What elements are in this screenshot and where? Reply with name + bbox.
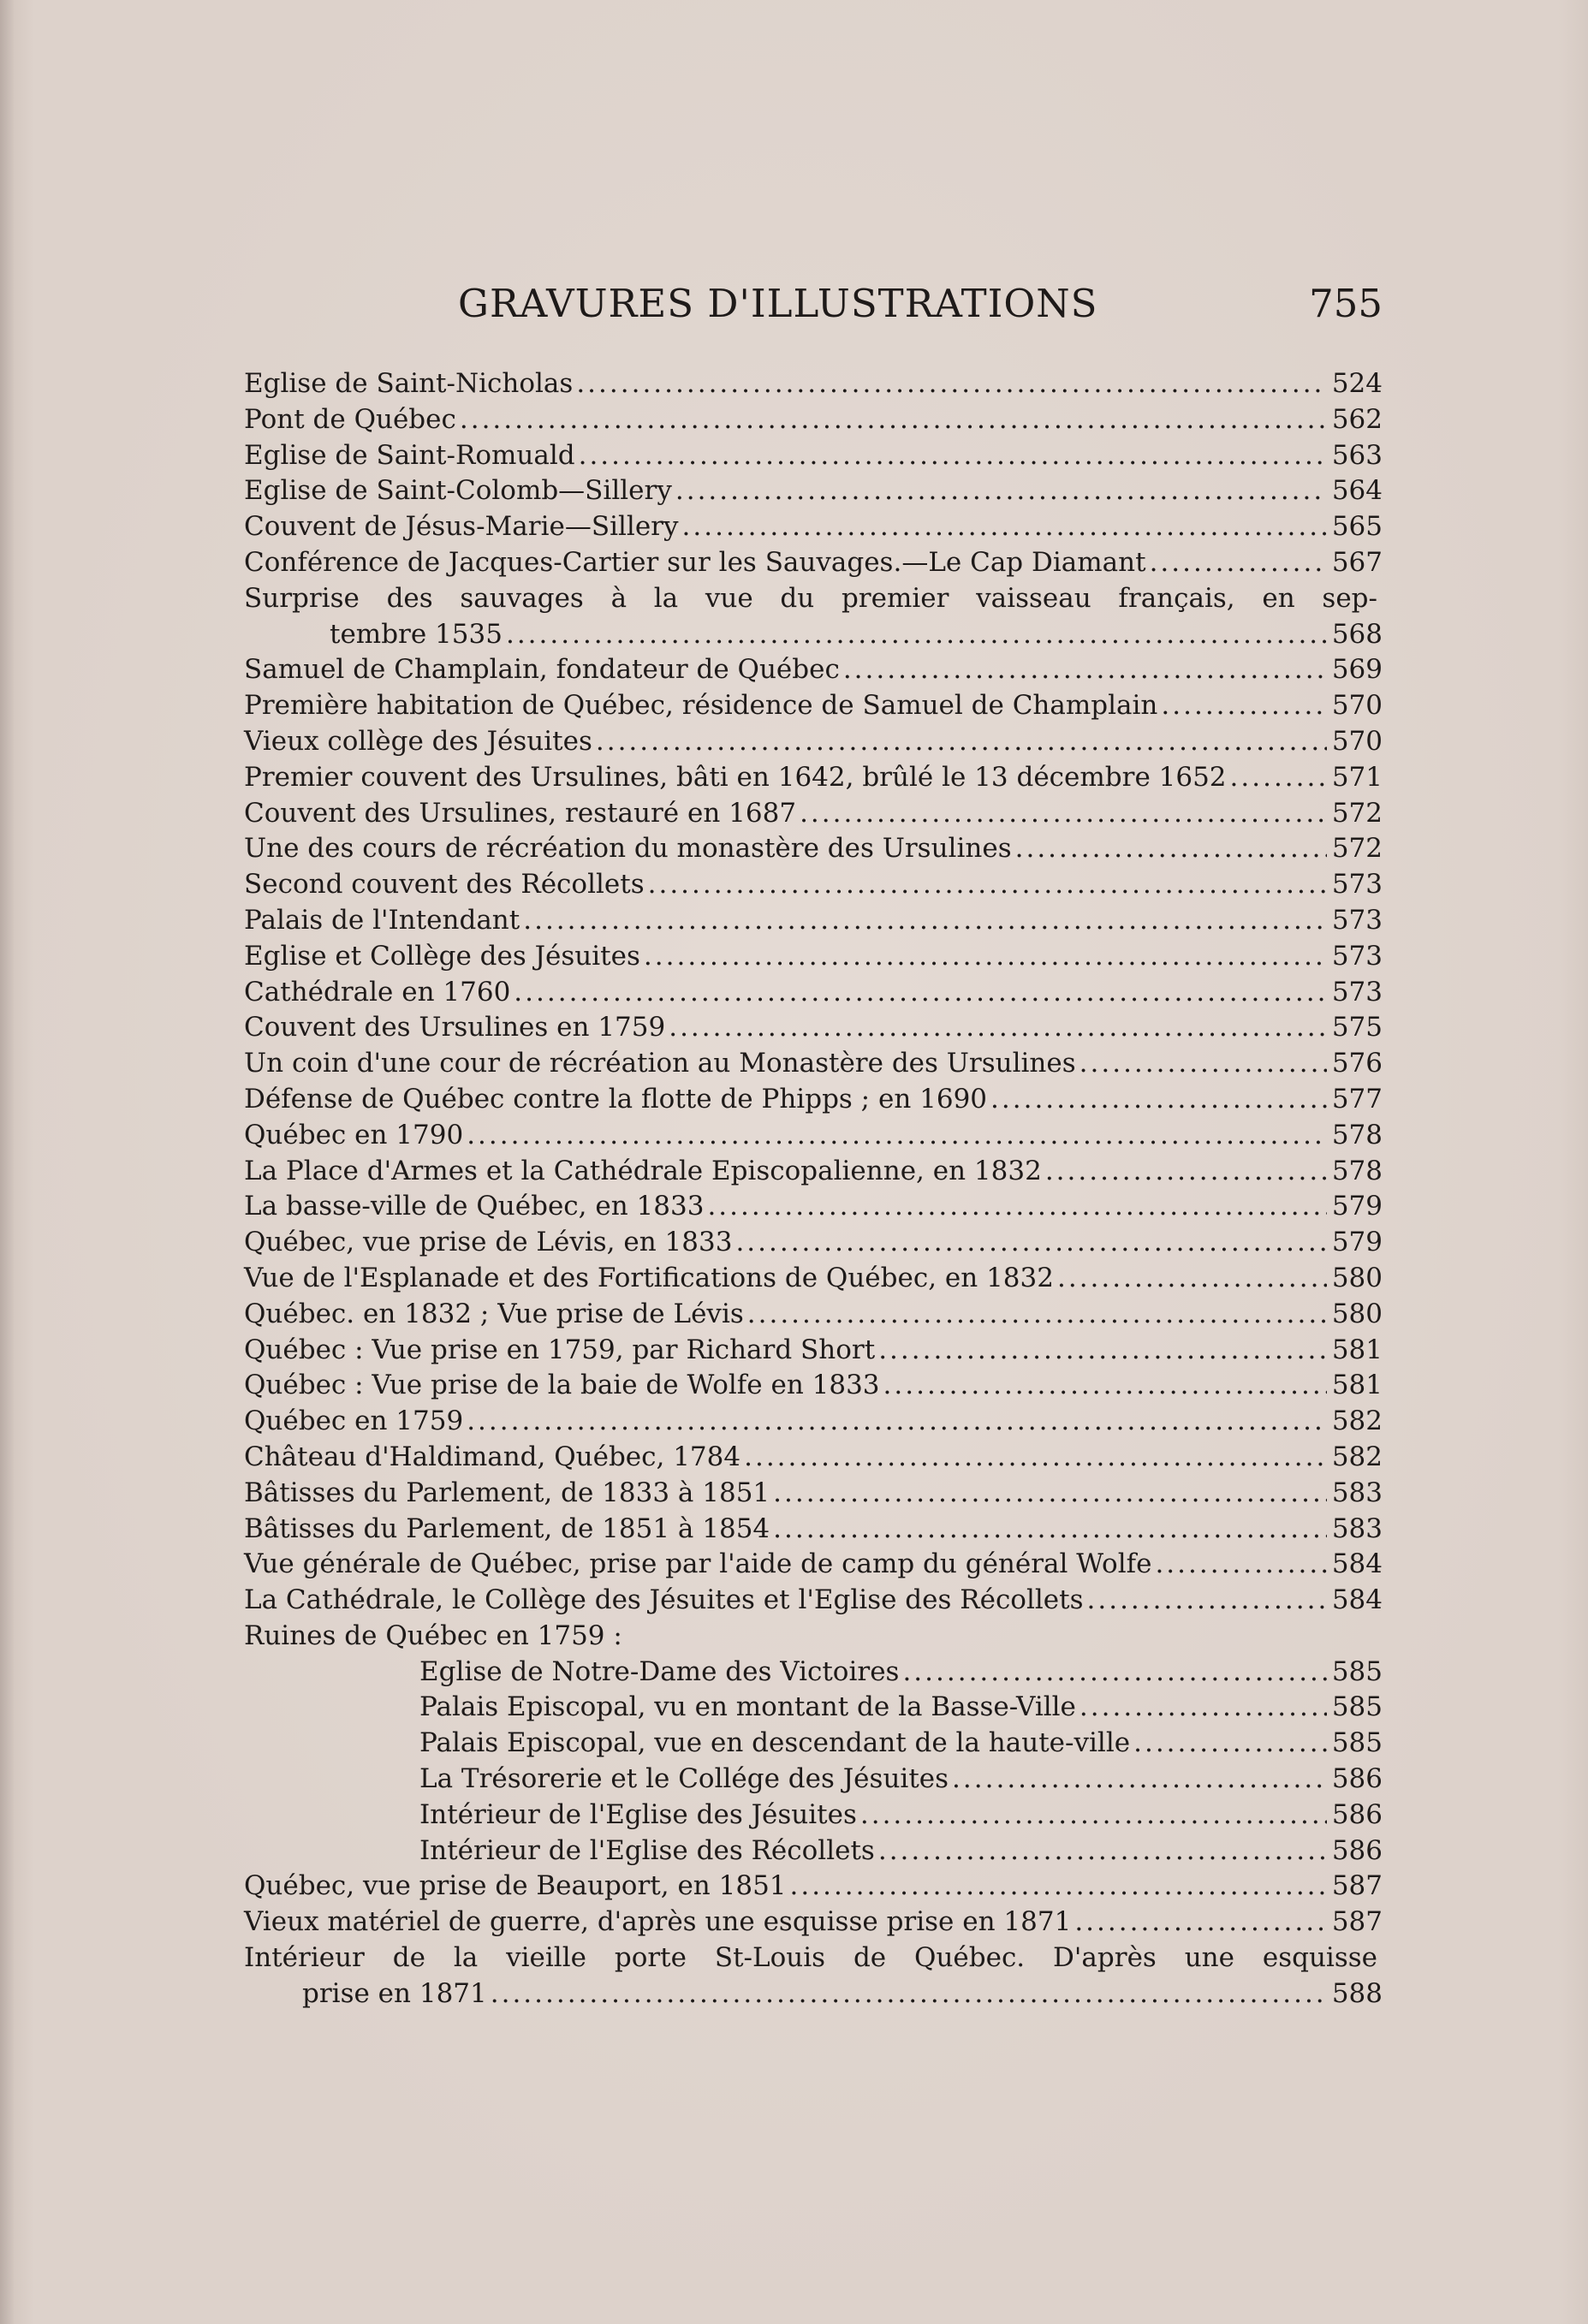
leader-dots [1133, 1726, 1327, 1762]
list-item [244, 1476, 1383, 1512]
leader-dots [800, 796, 1327, 832]
leader-dots [523, 903, 1327, 939]
entry-page: 580 [1331, 1298, 1383, 1329]
entry-title: Défense de Québec contre la flotte de Phipps ; en 1690 [244, 1083, 988, 1114]
list-item [244, 1154, 1383, 1190]
entry-title: Château d'Haldimand, Québec, 1784 [244, 1441, 741, 1472]
list-item [244, 1655, 1383, 1691]
leader-dots [1230, 760, 1327, 796]
list-item [244, 688, 1383, 724]
leader-dots [1150, 545, 1327, 581]
entry-title: Québec en 1759 [244, 1406, 464, 1437]
entry-title: tembre 1535 [330, 618, 503, 650]
list-item [244, 939, 1383, 975]
entry-title: Samuel de Champlain, fondateur de Québec [244, 654, 840, 686]
leader-dots [644, 939, 1327, 975]
entry-title: Palais Episcopal, vue en descendant de la haute-ville [419, 1727, 1131, 1759]
entry-title: Vue générale de Québec, prise par l'aide de camp du général Wolfe [244, 1548, 1152, 1580]
entry-title: Eglise de Saint-Romuald [244, 439, 575, 471]
entry-page: 564 [1331, 475, 1383, 507]
entry-page: 582 [1331, 1406, 1383, 1437]
entry-title: Palais Episcopal, vu en montant de la Basse-Ville [419, 1691, 1076, 1723]
entry-page: 584 [1331, 1548, 1383, 1580]
leader-dots [460, 402, 1327, 438]
entry-page: 571 [1331, 761, 1383, 793]
list-item [244, 1046, 1383, 1082]
illustrations-list [244, 366, 1383, 2012]
leader-dots [506, 617, 1327, 653]
entry-title: Eglise de Notre-Dame des Victoires [419, 1655, 900, 1687]
entry-title: Un coin d'une cour de récréation au Monastère des Ursulines [244, 1048, 1076, 1079]
leader-dots [990, 1082, 1327, 1118]
list-item [244, 1834, 1383, 1869]
leader-dots [883, 1368, 1327, 1404]
entry-title: Vieux collège des Jésuites [244, 725, 592, 757]
entry-title: Québec en 1790 [244, 1119, 464, 1150]
leader-dots [1161, 688, 1326, 724]
entry-page: 579 [1331, 1227, 1383, 1258]
list-item [244, 438, 1383, 474]
leader-dots [790, 1869, 1327, 1905]
leader-dots [1045, 1154, 1327, 1190]
leader-dots [878, 1333, 1327, 1369]
entry-page: 573 [1331, 976, 1383, 1007]
list-item [244, 1261, 1383, 1297]
list-item [244, 366, 1383, 402]
list-item [244, 1440, 1383, 1476]
entry-title: Eglise de Saint-Nicholas [244, 368, 574, 399]
list-item [244, 1726, 1383, 1762]
list-item [244, 473, 1383, 509]
leader-dots [467, 1404, 1327, 1440]
entry-title: Bâtisses du Parlement, de 1851 à 1854 [244, 1513, 770, 1544]
entry-title: Couvent de Jésus-Marie—Sillery [244, 511, 679, 543]
entry-page: 573 [1331, 940, 1383, 972]
list-item [244, 867, 1383, 903]
entry-page: 580 [1331, 1262, 1383, 1293]
list-item [244, 1690, 1383, 1726]
entry-page: 562 [1331, 403, 1383, 435]
list-item [244, 1010, 1383, 1046]
list-item [244, 1512, 1383, 1548]
leader-dots [669, 1010, 1327, 1046]
entry-title: Vue de l'Esplanade et des Fortifications de Québec, en 1832 [244, 1262, 1054, 1293]
entry-page: 584 [1331, 1584, 1383, 1616]
entry-page: 573 [1331, 869, 1383, 900]
entry-page: 587 [1331, 1870, 1383, 1902]
entry-page: 575 [1331, 1012, 1383, 1043]
entry-title: La Cathédrale, le Collège des Jésuites et l'Eglise des Récollets [244, 1584, 1084, 1616]
entry-page: 567 [1331, 546, 1383, 578]
entry-title: Couvent des Ursulines, restauré en 1687 [244, 797, 797, 829]
entry-page: 572 [1331, 833, 1383, 865]
list-item [244, 652, 1383, 688]
list-item [244, 1225, 1383, 1261]
entry-page: 583 [1331, 1513, 1383, 1544]
leader-dots [952, 1762, 1327, 1798]
list-item [244, 1297, 1383, 1333]
ruines-heading: Ruines de Québec en 1759 : [244, 1620, 622, 1651]
leader-dots [860, 1798, 1327, 1834]
entry-page: 585 [1331, 1691, 1383, 1723]
entry-page: 578 [1331, 1119, 1383, 1150]
list-item [244, 1404, 1383, 1440]
entry-page: 570 [1331, 725, 1383, 757]
leader-dots [843, 652, 1327, 688]
leader-dots [579, 438, 1327, 474]
list-item [244, 760, 1383, 796]
entry-title: Pont de Québec [244, 403, 456, 435]
entry-page: 573 [1331, 904, 1383, 936]
entry-page: 578 [1331, 1155, 1383, 1186]
entry-page: 585 [1331, 1727, 1383, 1759]
leader-dots [1015, 831, 1327, 867]
list-item [244, 1189, 1383, 1225]
entry-title: Bâtisses du Parlement, de 1833 à 1851 [244, 1477, 770, 1508]
entry-title: Premier couvent des Ursulines, bâti en 1642, brûlé le 13 décembre 1652 [244, 761, 1227, 793]
leader-dots [675, 473, 1327, 509]
entry-page: 577 [1331, 1083, 1383, 1114]
list-item [244, 796, 1383, 832]
entry-page: 565 [1331, 511, 1383, 543]
list-item [244, 1368, 1383, 1404]
leader-dots [1087, 1583, 1327, 1619]
entry-page: 576 [1331, 1048, 1383, 1079]
entry-title: Cathédrale en 1760 [244, 976, 511, 1007]
entry-title: Québec, vue prise de Lévis, en 1833 [244, 1227, 733, 1258]
list-item [244, 1976, 1383, 2012]
entry-page: 587 [1331, 1906, 1383, 1938]
leader-dots [467, 1118, 1327, 1154]
entry-page: 588 [1331, 1977, 1383, 2009]
entry-title: prise en 1871 [302, 1977, 487, 2009]
list-item [244, 1762, 1383, 1798]
entry-title: Eglise et Collège des Jésuites [244, 940, 640, 972]
list-item [244, 617, 1383, 653]
list-item [244, 903, 1383, 939]
entry-page: 579 [1331, 1191, 1383, 1222]
page-binding-edge [0, 0, 14, 2324]
entry-page: 570 [1331, 690, 1383, 722]
entry-title: Eglise de Saint-Colomb—Sillery [244, 475, 672, 507]
entry-page: 585 [1331, 1655, 1383, 1687]
list-item [244, 831, 1383, 867]
entry-title-line: Surprise des sauvages à la vue du premier vaisseau français, en sep- [244, 582, 1377, 614]
entry-page: 569 [1331, 654, 1383, 686]
entry-title: Conférence de Jacques-Cartier sur les Sauvages.—Le Cap Diamant [244, 546, 1146, 578]
list-item [244, 1869, 1383, 1905]
leader-dots [576, 366, 1327, 402]
list-item [244, 509, 1383, 545]
running-header [244, 274, 1383, 334]
list-item [244, 724, 1383, 760]
header-title: GRAVURES D'ILLUSTRATIONS [458, 281, 1098, 326]
leader-dots [1079, 1690, 1327, 1726]
leader-dots [773, 1476, 1327, 1512]
entry-title: Couvent des Ursulines en 1759 [244, 1012, 666, 1043]
entry-page: 563 [1331, 439, 1383, 471]
list-item [244, 1798, 1383, 1834]
entry-page: 568 [1331, 618, 1383, 650]
list-item [244, 545, 1383, 581]
entry-page: 582 [1331, 1441, 1383, 1472]
entry-title: Québec, vue prise de Beauport, en 1851 [244, 1870, 787, 1902]
entry-title: Québec. en 1832 ; Vue prise de Lévis [244, 1298, 744, 1329]
leader-dots [596, 724, 1327, 760]
list-item [244, 1082, 1383, 1118]
entry-title: Québec : Vue prise de la baie de Wolfe en 1833 [244, 1370, 880, 1401]
leader-dots [747, 1297, 1327, 1333]
leader-dots [902, 1655, 1326, 1691]
entry-page: 572 [1331, 797, 1383, 829]
entry-title: Québec : Vue prise en 1759, par Richard Short [244, 1334, 876, 1365]
entry-title: La Trésorerie et le Collége des Jésuites [419, 1763, 949, 1795]
leader-dots [1057, 1261, 1327, 1297]
entry-page: 581 [1331, 1334, 1383, 1365]
entry-page: 583 [1331, 1477, 1383, 1508]
leader-dots [1155, 1547, 1326, 1583]
entry-title: La basse-ville de Québec, en 1833 [244, 1191, 705, 1222]
entry-title: Une des cours de récréation du monastère des Ursulines [244, 833, 1012, 865]
leader-dots [648, 867, 1327, 903]
leader-dots [514, 975, 1327, 1011]
entry-title-line: Intérieur de la vieille porte St-Louis de Québec. D'après une esquisse [244, 1942, 1377, 1974]
list-item [244, 975, 1383, 1011]
entry-page: 586 [1331, 1798, 1383, 1830]
entry-title: Palais de l'Intendant [244, 904, 520, 936]
leader-dots [773, 1512, 1327, 1548]
entry-page: 586 [1331, 1763, 1383, 1795]
leader-dots [878, 1834, 1327, 1869]
entry-title: Vieux matériel de guerre, d'après une esquisse prise en 1871 [244, 1906, 1072, 1938]
list-item [244, 1583, 1383, 1619]
leader-dots [491, 1976, 1327, 2012]
list-item [244, 1547, 1383, 1583]
leader-dots [1079, 1046, 1327, 1082]
list-item [244, 1118, 1383, 1154]
list-item [244, 1333, 1383, 1369]
list-item [244, 1905, 1383, 1941]
header-page-number: 755 [1309, 281, 1383, 326]
entry-title: Second couvent des Récollets [244, 869, 645, 900]
entry-page: 524 [1331, 368, 1383, 399]
entry-title: Première habitation de Québec, résidence de Samuel de Champlain [244, 690, 1158, 722]
entry-title: Intérieur de l'Eglise des Jésuites [419, 1798, 857, 1830]
leader-dots [1074, 1905, 1327, 1941]
leader-dots [735, 1225, 1326, 1261]
leader-dots [744, 1440, 1327, 1476]
leader-dots [682, 509, 1327, 545]
entry-title: Intérieur de l'Eglise des Récollets [419, 1834, 875, 1866]
list-item [244, 402, 1383, 438]
entry-page: 586 [1331, 1834, 1383, 1866]
leader-dots [707, 1189, 1326, 1225]
entry-title: La Place d'Armes et la Cathédrale Episcopalienne, en 1832 [244, 1155, 1042, 1186]
entry-page: 581 [1331, 1370, 1383, 1401]
